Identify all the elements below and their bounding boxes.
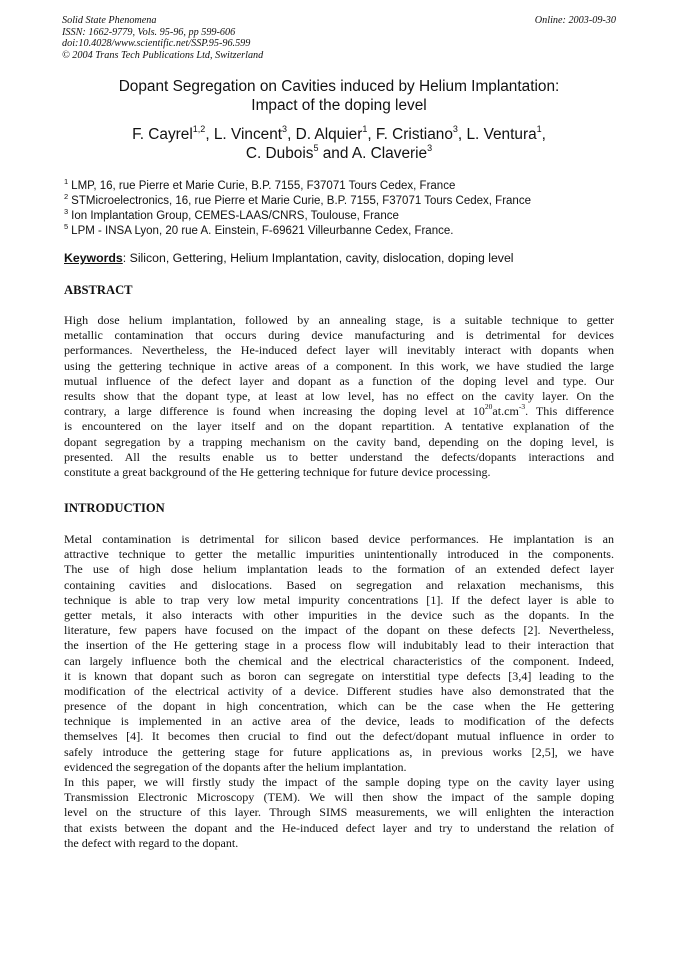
intro-line: level on the structure of this layer. Through SIMS measurements, we will enlighten the interaction xyxy=(64,805,614,820)
author-name: and A. Claverie xyxy=(318,145,428,162)
author-affil-mark: 1 xyxy=(536,123,542,134)
author-affil-mark: 1 xyxy=(362,123,368,134)
affiliation-number: 2 xyxy=(64,192,69,202)
intro-line: getter metals, it also interacts with other impurities in the device such as the dopants. In the xyxy=(64,607,614,622)
journal-header xyxy=(62,15,263,61)
journal-issn: ISSN: 1662-9779, Vols. 95-96, pp 599-606 xyxy=(62,26,236,38)
affiliation-item xyxy=(64,194,531,209)
intro-line: the defect with regard to the dopant. xyxy=(64,835,239,850)
intro-line: technique is implemented in an active area of the device, leads to modification of the defects xyxy=(64,714,614,729)
affiliation-text: Ion Implantation Group, CEMES-LAAS/CNRS, Toulouse, France xyxy=(71,210,399,222)
intro-line: Metal contamination is detrimental for silicon based device performances. He implantation is an xyxy=(64,532,614,546)
intro-line: it is known that dopant such as boron can segregate on interstitial type defects [3,4] leading to the xyxy=(64,668,614,683)
author-name: , F. Cristiano xyxy=(367,126,453,143)
journal-copyright: © 2004 Trans Tech Publications Ltd, Switzerland xyxy=(62,49,264,61)
intro-line: can largely influence both the chemical and the electrical characteristics of the component. Indeed, xyxy=(64,653,614,668)
abstract-line: results show that the dopant type, at least at low level, has no effect on the cavity layer. On the xyxy=(64,388,614,403)
author-name: C. Dubois xyxy=(245,145,314,162)
intro-line: containing cavities and dislocations. Based on segregation and relaxation mechanisms, this xyxy=(64,577,614,592)
affiliation-list xyxy=(64,179,531,239)
affiliation-number: 3 xyxy=(64,207,69,217)
abstract-line: High dose helium implantation, followed by an annealing stage, is a suitable technique to getter xyxy=(64,313,614,327)
paper-title xyxy=(70,77,608,115)
introduction-heading: INTRODUCTION xyxy=(64,501,165,515)
abstract-line: dopant segregation by a trapping mechanism on the cavity band, depending on the doping level, is xyxy=(64,434,614,449)
abstract-line: is encountered on the layer itself and on the dopant repartition. A tentative explanation of the xyxy=(64,419,614,434)
author-affil-mark: 5 xyxy=(313,142,319,153)
author-line-2 xyxy=(70,144,608,163)
intro-line: themselves [4]. It becomes then crucial to find out the defect/dopant mutual influence in order to xyxy=(64,729,614,744)
affiliation-text: STMicroelectronics, 16, rue Pierre et Marie Curie, B.P. 7155, F37071 Tours Cedex, France xyxy=(71,195,531,207)
author-name: F. Cayrel xyxy=(132,126,193,143)
intro-line: The use of high dose helium implantation leads to the formation of an extended defect layer xyxy=(64,562,614,577)
abstract-line: constitute a great background of the He gettering technique for future device processing. xyxy=(64,464,491,479)
intro-line: literature, few papers have focused on the impact of the dopant on these defects [2]. Nevertheless, xyxy=(64,623,614,638)
affiliation-text: LMP, 16, rue Pierre et Marie Curie, B.P. 7155, F37071 Tours Cedex, France xyxy=(71,180,456,192)
author-affil-mark: 3 xyxy=(452,123,458,134)
unit-text: at.cm xyxy=(492,404,519,419)
journal-doi: doi:10.4028/www.scientific.net/SSP.95-96.599 xyxy=(62,38,251,49)
introduction-body xyxy=(64,532,614,851)
author-name: , D. Alquier xyxy=(287,126,363,143)
abstract-line: mutual influence of the defect layer and dopant as a function of the doping level and type. Our xyxy=(64,373,614,388)
intro-line: safely introduce the gettering stage for future applications as, in previous works [2,5], we have xyxy=(64,744,614,759)
abstract-line-text: contrary, a large difference is found when increasing the doping level at 10 xyxy=(64,404,485,419)
intro-line: In this paper, we will firstly study the impact of the sample doping type on the cavity layer using xyxy=(64,775,614,789)
abstract-line-tail: . This difference xyxy=(525,404,614,419)
intro-line: evidenced the segregation of the dopants after the helium implantation. xyxy=(64,759,407,774)
abstract-line: metallic contamination that occurs during device manufacturing and is detrimental for devices xyxy=(64,328,614,343)
affiliation-item xyxy=(64,209,531,224)
author-separator: , xyxy=(541,126,546,143)
affiliation-item xyxy=(64,224,531,239)
affiliation-number: 1 xyxy=(64,177,69,187)
author-name: , L. Vincent xyxy=(205,126,283,143)
affiliation-text: LPM - INSA Lyon, 20 rue A. Einstein, F-69621 Villeurbanne Cedex, France. xyxy=(71,225,454,237)
affiliation-number: 5 xyxy=(64,222,69,232)
intro-line: attractive technique to getter the metallic impurities unintentionally introduced in the components. xyxy=(64,547,614,562)
author-line-1 xyxy=(70,125,608,144)
abstract-heading: ABSTRACT xyxy=(64,283,133,297)
keywords-colon: : xyxy=(122,251,127,265)
intro-line: the insertion of the He gettering stage in a process flow will indubitably lead to their interaction that xyxy=(64,638,614,653)
intro-line: Transmission Electronic Microscopy (TEM). We will then show the impact of the sample doping xyxy=(64,790,614,805)
exponent: 20 xyxy=(484,402,493,412)
intro-line: technique is able to trap very low metal impurity concentrations [1]. If the defect layer is able to xyxy=(64,592,614,607)
abstract-body xyxy=(64,313,614,480)
author-list xyxy=(70,125,608,163)
intro-line: presence of the dopant in high concentration, which can be the case when the He gettering xyxy=(64,699,614,714)
journal-name: Solid State Phenomena xyxy=(62,15,157,26)
online-date: Online: 2003-09-30 xyxy=(534,15,616,26)
keywords-text: Silicon, Gettering, Helium Implantation, cavity, dislocation, doping level xyxy=(126,251,514,265)
abstract-line: presented. All the results enable us to better understand the defects/dopants interactions and xyxy=(64,449,614,464)
title-line-2: Impact of the doping level xyxy=(251,97,427,114)
intro-line: that exists between the dopant and the He-induced defect layer and try to understand the relation of xyxy=(64,820,614,835)
abstract-line: using the gettering technique in active areas of a component. In this work, we have studied the large xyxy=(64,358,614,373)
abstract-line: performances. Nevertheless, the He-induced defect layer will inevitably interact with dopants when xyxy=(64,343,614,358)
exponent: -3 xyxy=(518,402,526,412)
affiliation-item xyxy=(64,179,531,194)
author-affil-mark: 1,2 xyxy=(192,123,206,134)
intro-line: modification of the electrical activity of a device. Different studies have also demonstrated that the xyxy=(64,683,614,698)
keywords xyxy=(64,250,514,266)
abstract-line xyxy=(64,404,614,419)
author-affil-mark: 3 xyxy=(427,142,433,153)
author-name: , L. Ventura xyxy=(457,126,537,143)
author-affil-mark: 3 xyxy=(282,123,288,134)
title-line-1: Dopant Segregation on Cavities induced by Helium Implantation: xyxy=(118,78,560,95)
keywords-label: Keywords xyxy=(64,251,123,265)
